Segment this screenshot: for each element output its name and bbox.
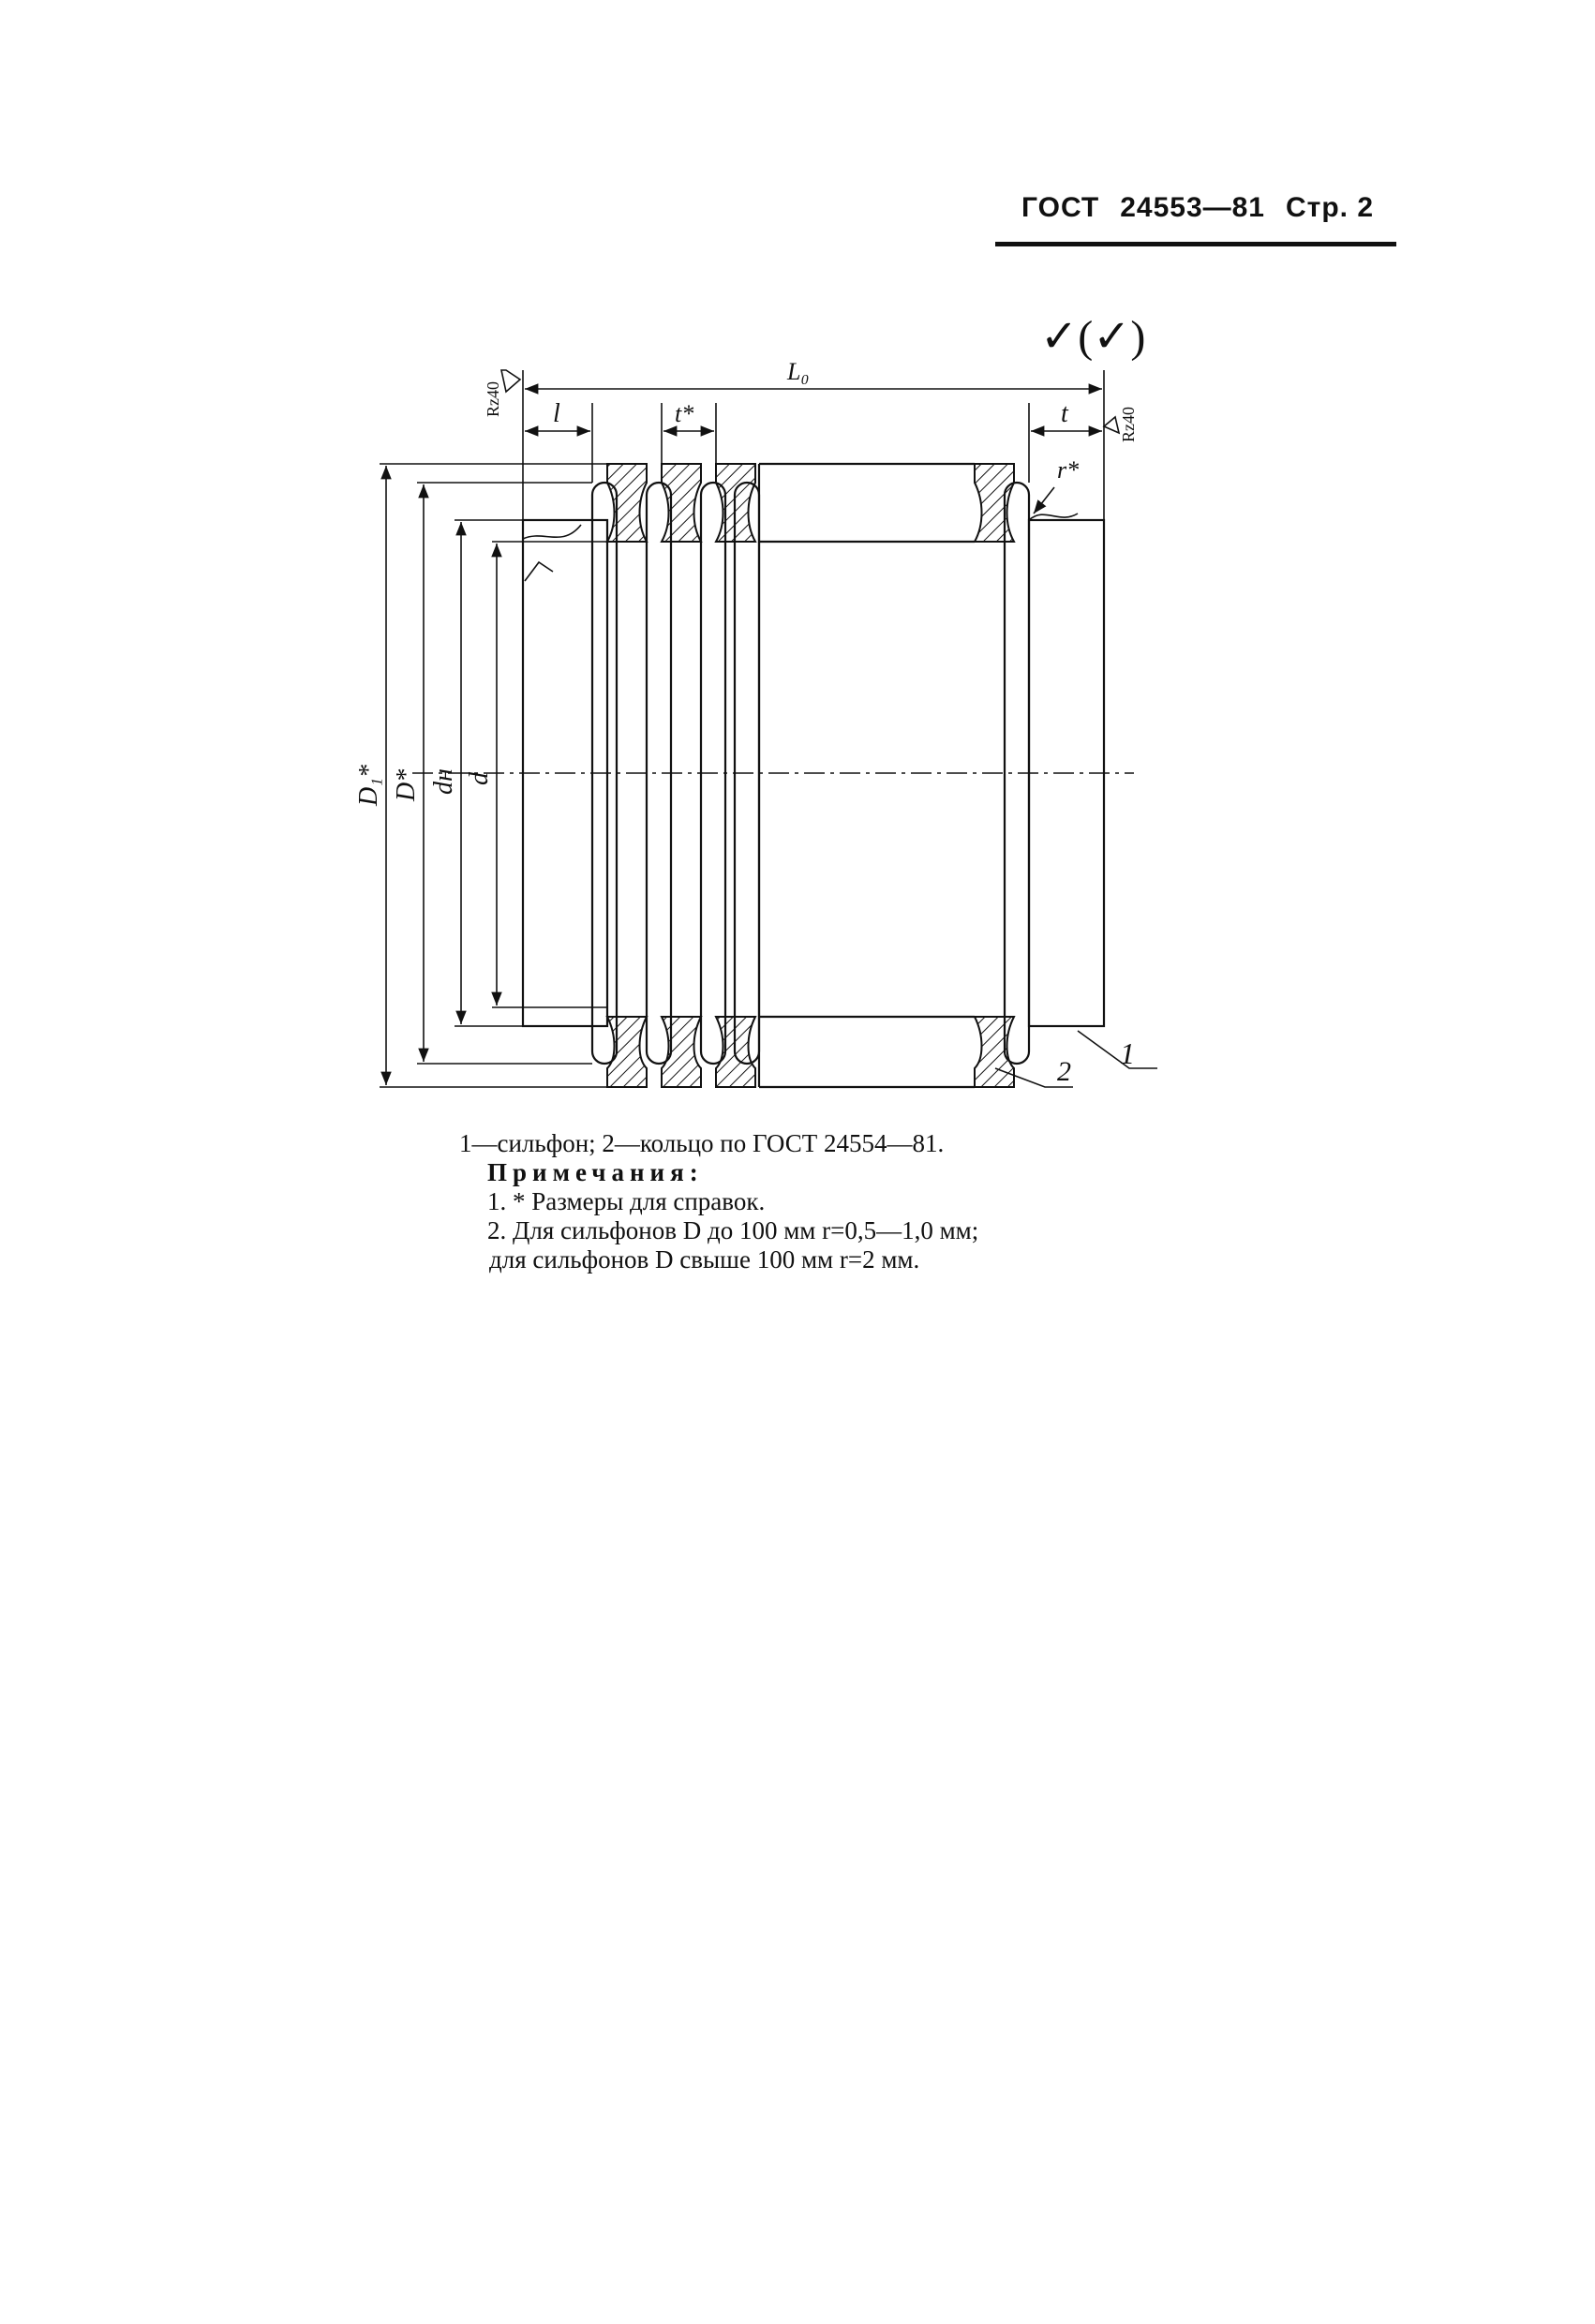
standard-number: 24553—81 [1120,192,1265,223]
label-roughness-left: Rz40 [484,381,502,417]
page-number: Стр. 2 [1286,192,1375,223]
label-roughness-right: Rz40 [1119,407,1138,442]
note-1: 1. * Размеры для справок. [487,1187,766,1216]
ring-bottom-1 [607,1017,647,1087]
callout-2: 2 [1057,1056,1071,1087]
label-dH: dн [429,768,458,795]
legend [459,1129,1209,1274]
ring-top-3 [716,464,755,542]
ring-top-4 [975,464,1014,542]
ring-top-2 [662,464,701,542]
ring-bottom-3 [716,1017,755,1087]
label-D-star: D* [392,768,421,801]
ring-top-1 [607,464,647,542]
label-d: d [465,772,494,785]
roughness-symbol: ✓(✓) [1040,312,1146,362]
roughness-mark-left [501,370,520,392]
label-D1-star: D₁* [354,765,383,806]
label-l: l [553,399,560,428]
label-r-star: r* [1057,456,1080,484]
ring-bottom-2 [662,1017,701,1087]
ring-bottom-4 [975,1017,1014,1087]
note-2a: 2. Для сильфонов D до 100 мм r=0,5—1,0 мм; [487,1216,979,1245]
label-t: t [1061,399,1068,428]
notes-title: Примечания: [487,1158,704,1187]
leader-callout-1 [1078,1031,1157,1068]
label-L0: L₀ [787,358,810,385]
legend-parts: 1—сильфон; 2—кольцо по ГОСТ 24554—81. [459,1129,945,1157]
note-2b: для сильфонов D свыше 100 мм r=2 мм. [489,1245,920,1274]
standard-label: ГОСТ [1021,192,1100,223]
roughness-mark-right [1104,417,1119,433]
label-t-star: t* [675,400,694,427]
callout-1: 1 [1120,1036,1135,1070]
leader-r [1034,487,1054,514]
